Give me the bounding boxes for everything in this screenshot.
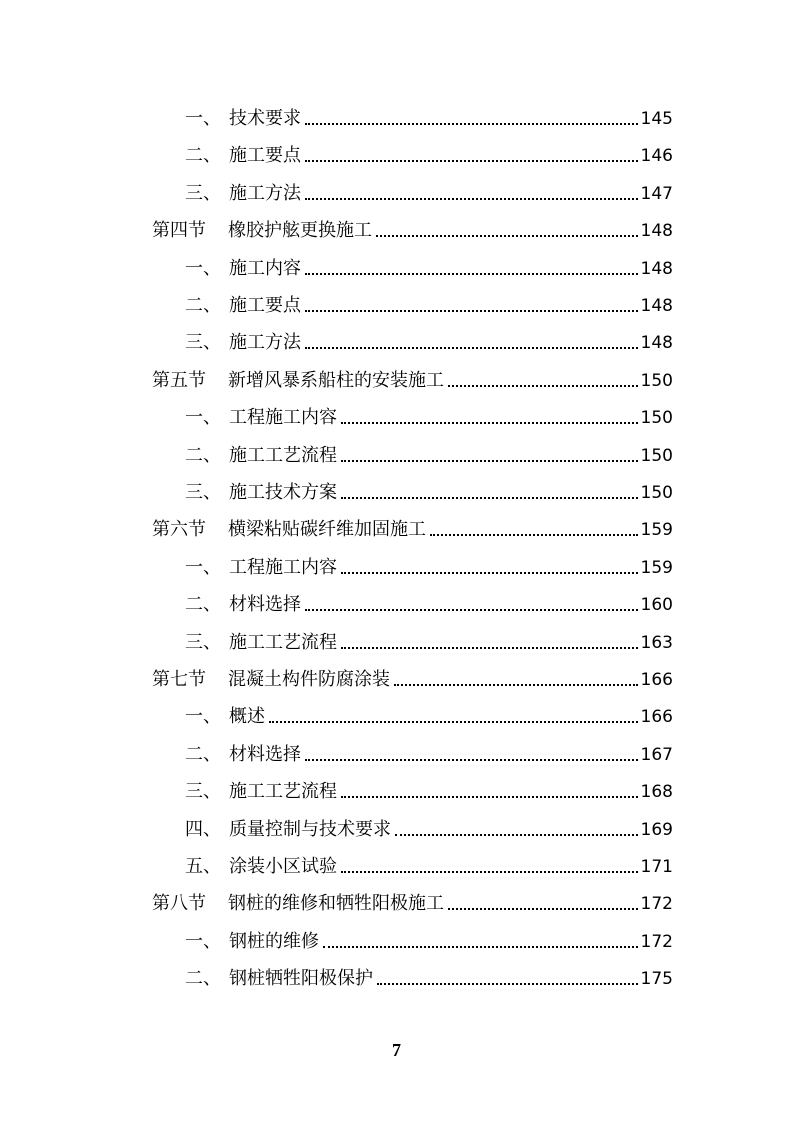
- toc-entry-marker: 一、: [185, 931, 221, 952]
- toc-entry-marker: 第七节: [152, 669, 206, 690]
- toc-entry-page: 159: [640, 520, 673, 540]
- toc-subsection-entry[interactable]: [185, 811, 673, 841]
- toc-entry-page: 163: [640, 633, 673, 653]
- toc-entry-page: 169: [640, 820, 673, 840]
- dot-leader: [323, 946, 638, 948]
- toc-entry-page: 167: [640, 745, 673, 765]
- toc-entry-marker: 第六节: [152, 519, 206, 540]
- toc-section-entry[interactable]: [152, 885, 673, 915]
- toc-entry-marker: 三、: [185, 781, 221, 802]
- toc-subsection-entry[interactable]: [185, 960, 673, 990]
- toc-entry-marker: 三、: [185, 332, 221, 353]
- toc-subsection-entry[interactable]: [185, 437, 673, 467]
- toc-subsection-entry[interactable]: [185, 287, 673, 317]
- toc-entry-page: 148: [640, 296, 673, 316]
- toc-subsection-entry[interactable]: [185, 137, 673, 167]
- toc-entry-marker: 二、: [185, 445, 221, 466]
- toc-entry-page: 150: [640, 371, 673, 391]
- toc-entry-title: 混凝土构件防腐涂装: [228, 669, 390, 690]
- dot-leader: [305, 160, 638, 162]
- toc-entry-marker: 一、: [185, 706, 221, 727]
- toc-subsection-entry[interactable]: [185, 399, 673, 429]
- toc-section-entry[interactable]: [152, 362, 673, 392]
- toc-entry-marker: 五、: [185, 856, 221, 877]
- toc-entry-title: 涂装小区试验: [229, 856, 337, 877]
- toc-entry-page: 148: [640, 259, 673, 279]
- toc-entry-title: 施工内容: [229, 258, 301, 279]
- toc-entry-title: 质量控制与技术要求: [229, 819, 391, 840]
- toc-entry-page: 172: [640, 932, 673, 952]
- dot-leader: [305, 273, 638, 275]
- dot-leader: [448, 385, 638, 387]
- dot-leader: [341, 871, 638, 873]
- toc-entry-title: 施工工艺流程: [229, 445, 337, 466]
- toc-entry-page: 175: [640, 969, 673, 989]
- dot-leader: [305, 198, 638, 200]
- toc-entry-marker: 二、: [185, 744, 221, 765]
- toc-entry-page: 145: [640, 109, 673, 129]
- toc-entry-title: 工程施工内容: [229, 557, 337, 578]
- dot-leader: [341, 572, 638, 574]
- dot-leader: [377, 983, 638, 985]
- dot-leader: [430, 534, 638, 536]
- toc-subsection-entry[interactable]: [185, 923, 673, 953]
- toc-entry-title: 施工工艺流程: [229, 632, 337, 653]
- dot-leader: [305, 347, 638, 349]
- toc-entry-title: 概述: [229, 706, 265, 727]
- toc-entry-marker: 三、: [185, 632, 221, 653]
- toc-entry-marker: 三、: [185, 183, 221, 204]
- toc-subsection-entry[interactable]: [185, 250, 673, 280]
- toc-entry-title: 施工工艺流程: [229, 781, 337, 802]
- toc-entry-marker: 第五节: [152, 370, 206, 391]
- toc-entry-page: 150: [640, 408, 673, 428]
- toc-entry-page: 150: [640, 446, 673, 466]
- dot-leader: [305, 310, 638, 312]
- toc-entry-title: 施工要点: [229, 145, 301, 166]
- toc-entry-page: 166: [640, 670, 673, 690]
- toc-subsection-entry[interactable]: [185, 175, 673, 205]
- toc-entry-marker: 二、: [185, 295, 221, 316]
- toc-entry-title: 施工技术方案: [229, 482, 337, 503]
- toc-entry-title: 材料选择: [229, 594, 301, 615]
- toc-entry-marker: 二、: [185, 145, 221, 166]
- page-number: 7: [392, 1040, 401, 1060]
- toc-entry-marker: 一、: [185, 557, 221, 578]
- toc-entry-marker: 二、: [185, 594, 221, 615]
- toc-entry-title: 钢桩牺牲阳极保护: [229, 968, 373, 989]
- toc-subsection-entry[interactable]: [185, 624, 673, 654]
- toc-subsection-entry[interactable]: [185, 324, 673, 354]
- toc-subsection-entry[interactable]: [185, 100, 673, 130]
- toc-entry-marker: 一、: [185, 108, 221, 129]
- toc-subsection-entry[interactable]: [185, 474, 673, 504]
- toc-section-entry[interactable]: [152, 212, 673, 242]
- dot-leader: [305, 759, 638, 761]
- dot-leader: [395, 834, 638, 836]
- toc-entry-page: 150: [640, 483, 673, 503]
- toc-entry-title: 技术要求: [229, 108, 301, 129]
- toc-entry-page: 146: [640, 146, 673, 166]
- toc-entry-page: 172: [640, 894, 673, 914]
- toc-entry-page: 160: [640, 595, 673, 615]
- toc-entry-title: 施工要点: [229, 295, 301, 316]
- dot-leader: [394, 684, 638, 686]
- toc-subsection-entry[interactable]: [185, 698, 673, 728]
- dot-leader: [448, 908, 638, 910]
- toc-subsection-entry[interactable]: [185, 586, 673, 616]
- toc-entry-title: 新增风暴系船柱的安装施工: [228, 370, 444, 391]
- toc-entry-title: 工程施工内容: [229, 407, 337, 428]
- toc-subsection-entry[interactable]: [185, 736, 673, 766]
- toc-entry-page: 148: [640, 333, 673, 353]
- toc-entry-page: 166: [640, 707, 673, 727]
- toc-entry-marker: 二、: [185, 968, 221, 989]
- toc-entry-marker: 一、: [185, 258, 221, 279]
- toc-subsection-entry[interactable]: [185, 549, 673, 579]
- toc-entry-title: 钢桩的维修: [229, 931, 319, 952]
- toc-section-entry[interactable]: [152, 661, 673, 691]
- toc-entry-page: 168: [640, 782, 673, 802]
- toc-entry-marker: 四、: [185, 819, 221, 840]
- toc-entry-title: 材料选择: [229, 744, 301, 765]
- dot-leader: [341, 497, 638, 499]
- dot-leader: [305, 609, 638, 611]
- toc-entry-title: 施工方法: [229, 332, 301, 353]
- dot-leader: [341, 796, 638, 798]
- toc-entry-title: 横梁粘贴碳纤维加固施工: [228, 519, 426, 540]
- toc-entry-page: 171: [640, 857, 673, 877]
- toc-entry-page: 148: [640, 221, 673, 241]
- dot-leader: [305, 123, 638, 125]
- toc-entry-marker: 一、: [185, 407, 221, 428]
- toc-subsection-entry[interactable]: [185, 773, 673, 803]
- dot-leader: [341, 422, 638, 424]
- dot-leader: [341, 647, 638, 649]
- toc-entry-marker: 第八节: [152, 893, 206, 914]
- dot-leader: [341, 460, 638, 462]
- toc-entry-page: 159: [640, 558, 673, 578]
- dot-leader: [376, 235, 638, 237]
- toc-entry-page: 147: [640, 184, 673, 204]
- toc-entry-marker: 三、: [185, 482, 221, 503]
- toc-subsection-entry[interactable]: [185, 848, 673, 878]
- toc-section-entry[interactable]: [152, 511, 673, 541]
- toc-entry-title: 钢桩的维修和牺牲阳极施工: [228, 893, 444, 914]
- toc-entry-title: 施工方法: [229, 183, 301, 204]
- dot-leader: [269, 721, 638, 723]
- toc-entry-title: 橡胶护舷更换施工: [228, 220, 372, 241]
- toc-entry-marker: 第四节: [152, 220, 206, 241]
